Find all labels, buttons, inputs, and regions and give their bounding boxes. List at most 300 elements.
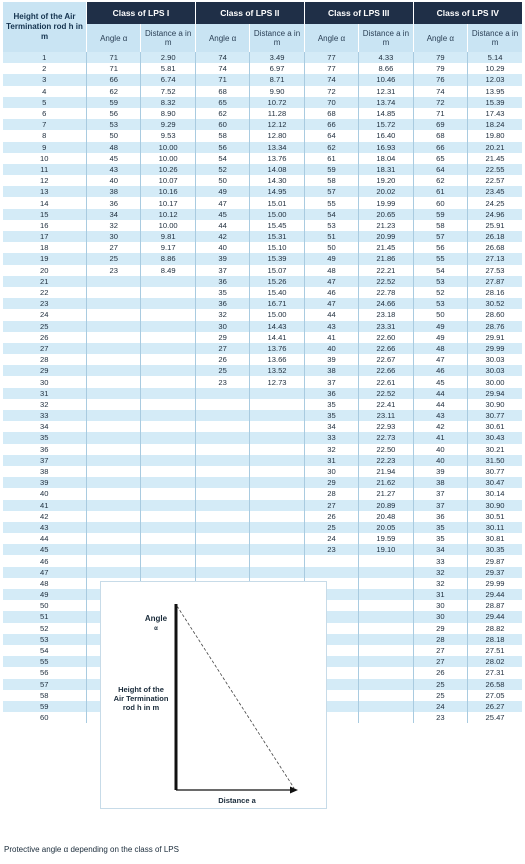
angle-cell: 30 xyxy=(413,611,467,622)
row-height-cell: 4 xyxy=(3,86,87,97)
distance-cell: 27.53 xyxy=(468,265,522,276)
angle-cell xyxy=(195,544,249,555)
distance-cell: 24.66 xyxy=(359,298,413,309)
distance-cell: 20.48 xyxy=(359,511,413,522)
angle-cell: 74 xyxy=(413,86,467,97)
table-row xyxy=(3,555,523,566)
distance-cell xyxy=(250,455,304,466)
angle-cell: 79 xyxy=(413,63,467,74)
angle-cell: 38 xyxy=(304,365,358,376)
distance-cell: 21.94 xyxy=(359,466,413,477)
angle-cell xyxy=(195,399,249,410)
distance-cell: 10.00 xyxy=(141,142,195,153)
distance-cell: 20.05 xyxy=(359,522,413,533)
angle-cell xyxy=(87,444,141,455)
distance-cell xyxy=(141,332,195,343)
distance-cell: 18.04 xyxy=(359,153,413,164)
angle-cell xyxy=(195,432,249,443)
row-height-cell: 52 xyxy=(3,623,87,634)
angle-cell xyxy=(87,287,141,298)
distance-cell: 13.52 xyxy=(250,365,304,376)
angle-cell: 64 xyxy=(304,130,358,141)
distance-cell: 15.01 xyxy=(250,197,304,208)
distance-cell xyxy=(250,511,304,522)
distance-cell xyxy=(250,522,304,533)
distance-cell: 17.43 xyxy=(468,108,522,119)
distance-subheader: Distance a in m xyxy=(359,24,413,52)
angle-cell: 25 xyxy=(195,365,249,376)
row-height-cell: 55 xyxy=(3,656,87,667)
distance-cell xyxy=(141,466,195,477)
angle-cell: 65 xyxy=(195,97,249,108)
table-row xyxy=(3,410,523,421)
distance-cell: 30.11 xyxy=(468,522,522,533)
row-height-cell: 20 xyxy=(3,265,87,276)
distance-cell: 19.80 xyxy=(468,130,522,141)
angle-cell: 41 xyxy=(304,332,358,343)
height-label-line-1: Height of the xyxy=(118,685,164,694)
row-height-cell: 2 xyxy=(3,63,87,74)
distance-cell: 29.94 xyxy=(468,388,522,399)
distance-cell xyxy=(250,567,304,578)
distance-cell xyxy=(359,623,413,634)
angle-cell xyxy=(195,388,249,399)
angle-cell: 74 xyxy=(195,63,249,74)
angle-cell: 41 xyxy=(413,432,467,443)
angle-cell xyxy=(195,533,249,544)
table-row xyxy=(3,365,523,376)
distance-cell: 27.31 xyxy=(468,667,522,678)
angle-cell: 25 xyxy=(87,253,141,264)
distance-cell xyxy=(141,522,195,533)
table-row xyxy=(3,242,523,253)
distance-cell: 15.26 xyxy=(250,276,304,287)
table-row xyxy=(3,421,523,432)
angle-cell xyxy=(195,500,249,511)
angle-cell: 43 xyxy=(87,164,141,175)
angle-cell: 50 xyxy=(195,175,249,186)
distance-cell: 12.31 xyxy=(359,86,413,97)
distance-cell xyxy=(141,432,195,443)
distance-cell: 9.17 xyxy=(141,242,195,253)
angle-cell: 58 xyxy=(304,175,358,186)
angle-cell: 35 xyxy=(413,533,467,544)
distance-cell xyxy=(359,567,413,578)
distance-cell: 21.23 xyxy=(359,220,413,231)
distance-cell: 20.02 xyxy=(359,186,413,197)
table-row xyxy=(3,444,523,455)
distance-cell xyxy=(250,399,304,410)
distance-cell xyxy=(250,432,304,443)
angle-cell: 70 xyxy=(304,97,358,108)
angle-diagram xyxy=(100,581,327,809)
distance-cell: 10.00 xyxy=(141,153,195,164)
table-row xyxy=(3,276,523,287)
angle-cell: 74 xyxy=(304,74,358,85)
angle-cell: 40 xyxy=(304,343,358,354)
angle-cell: 76 xyxy=(413,74,467,85)
distance-cell: 2.90 xyxy=(141,52,195,63)
distance-cell: 27.13 xyxy=(468,253,522,264)
angle-cell: 59 xyxy=(87,97,141,108)
angle-cell: 29 xyxy=(304,477,358,488)
angle-diagram-svg xyxy=(101,582,328,810)
distance-cell: 26.68 xyxy=(468,242,522,253)
row-height-cell: 15 xyxy=(3,209,87,220)
distance-cell: 27.51 xyxy=(468,645,522,656)
angle-cell: 61 xyxy=(413,186,467,197)
row-height-cell: 50 xyxy=(3,600,87,611)
angle-cell: 24 xyxy=(304,533,358,544)
distance-cell xyxy=(359,712,413,723)
angle-cell: 28 xyxy=(413,634,467,645)
angle-cell: 44 xyxy=(304,309,358,320)
distance-cell: 20.21 xyxy=(468,142,522,153)
angle-cell: 45 xyxy=(87,153,141,164)
table-row xyxy=(3,298,523,309)
row-height-cell: 17 xyxy=(3,231,87,242)
angle-cell: 53 xyxy=(304,220,358,231)
row-height-cell: 8 xyxy=(3,130,87,141)
class-lps-2-header: Class of LPS II xyxy=(195,2,304,24)
angle-cell: 71 xyxy=(195,74,249,85)
angle-cell: 25 xyxy=(413,679,467,690)
row-height-cell: 34 xyxy=(3,421,87,432)
angle-subheader: Angle α xyxy=(195,24,249,52)
angle-cell: 62 xyxy=(195,108,249,119)
row-height-cell: 59 xyxy=(3,701,87,712)
angle-cell: 66 xyxy=(304,119,358,130)
angle-cell xyxy=(195,511,249,522)
distance-cell xyxy=(141,343,195,354)
angle-cell: 30 xyxy=(304,466,358,477)
table-row xyxy=(3,309,523,320)
angle-cell xyxy=(87,321,141,332)
angle-cell: 54 xyxy=(195,153,249,164)
distance-cell: 16.93 xyxy=(359,142,413,153)
angle-cell: 47 xyxy=(304,276,358,287)
distance-cell xyxy=(141,287,195,298)
angle-cell: 44 xyxy=(413,388,467,399)
table-row xyxy=(3,488,523,499)
distance-cell: 30.21 xyxy=(468,444,522,455)
angle-cell: 23 xyxy=(195,376,249,387)
angle-cell: 49 xyxy=(304,253,358,264)
distance-cell: 19.20 xyxy=(359,175,413,186)
angle-cell: 69 xyxy=(413,119,467,130)
distance-cell: 10.17 xyxy=(141,197,195,208)
distance-subheader: Distance a in m xyxy=(250,24,304,52)
row-height-cell: 44 xyxy=(3,533,87,544)
angle-cell: 50 xyxy=(413,309,467,320)
distance-cell xyxy=(250,544,304,555)
distance-cell: 21.86 xyxy=(359,253,413,264)
angle-cell xyxy=(195,488,249,499)
angle-cell xyxy=(195,455,249,466)
table-row xyxy=(3,399,523,410)
angle-cell: 66 xyxy=(413,142,467,153)
distance-cell: 24.25 xyxy=(468,197,522,208)
distance-cell: 15.39 xyxy=(468,97,522,108)
distance-cell xyxy=(250,477,304,488)
distance-cell: 14.30 xyxy=(250,175,304,186)
distance-cell: 22.52 xyxy=(359,388,413,399)
row-height-cell: 45 xyxy=(3,544,87,555)
angle-cell: 47 xyxy=(304,298,358,309)
angle-cell: 65 xyxy=(413,153,467,164)
angle-cell: 52 xyxy=(195,164,249,175)
angle-cell xyxy=(87,533,141,544)
distance-cell: 21.45 xyxy=(468,153,522,164)
distance-cell xyxy=(141,399,195,410)
height-label-line-3: rod h in m xyxy=(122,703,160,712)
distance-cell: 21.27 xyxy=(359,488,413,499)
distance-cell xyxy=(359,634,413,645)
row-height-cell: 26 xyxy=(3,332,87,343)
angle-cell: 46 xyxy=(304,287,358,298)
distance-cell: 30.90 xyxy=(468,399,522,410)
row-height-cell: 21 xyxy=(3,276,87,287)
row-height-cell: 30 xyxy=(3,376,87,387)
table-row xyxy=(3,388,523,399)
distance-cell: 20.99 xyxy=(359,231,413,242)
distance-cell: 28.82 xyxy=(468,623,522,634)
angle-cell: 56 xyxy=(87,108,141,119)
row-height-cell: 36 xyxy=(3,444,87,455)
distance-cell: 21.62 xyxy=(359,477,413,488)
row-height-cell: 32 xyxy=(3,399,87,410)
angle-cell: 60 xyxy=(195,119,249,130)
angle-cell xyxy=(195,444,249,455)
angle-cell: 27 xyxy=(304,500,358,511)
distance-cell: 30.00 xyxy=(468,376,522,387)
angle-cell: 29 xyxy=(195,332,249,343)
distance-subheader: Distance a in m xyxy=(468,24,522,52)
distance-cell xyxy=(250,444,304,455)
distance-cell xyxy=(250,388,304,399)
distance-cell: 12.73 xyxy=(250,376,304,387)
distance-cell: 28.02 xyxy=(468,656,522,667)
table-row xyxy=(3,265,523,276)
angle-cell: 36 xyxy=(87,197,141,208)
angle-cell: 34 xyxy=(413,544,467,555)
row-height-cell: 14 xyxy=(3,197,87,208)
distance-cell: 28.18 xyxy=(468,634,522,645)
distance-cell xyxy=(359,589,413,600)
row-height-cell: 16 xyxy=(3,220,87,231)
angle-cell: 33 xyxy=(304,432,358,443)
distance-cell xyxy=(141,388,195,399)
table-row xyxy=(3,500,523,511)
angle-cell: 27 xyxy=(413,656,467,667)
row-height-cell: 47 xyxy=(3,567,87,578)
angle-cell: 35 xyxy=(304,399,358,410)
angle-cell: 28 xyxy=(304,488,358,499)
height-column-header: Height of the Air Termination rod h in m xyxy=(3,2,87,52)
row-height-cell: 40 xyxy=(3,488,87,499)
distance-cell: 30.61 xyxy=(468,421,522,432)
table-row xyxy=(3,287,523,298)
distance-cell xyxy=(141,555,195,566)
distance-cell: 14.85 xyxy=(359,108,413,119)
distance-cell: 22.52 xyxy=(359,276,413,287)
distance-cell: 10.07 xyxy=(141,175,195,186)
distance-cell: 22.78 xyxy=(359,287,413,298)
angle-cell: 30 xyxy=(195,321,249,332)
table-row xyxy=(3,253,523,264)
distance-cell: 22.50 xyxy=(359,444,413,455)
row-height-cell: 9 xyxy=(3,142,87,153)
distance-cell: 28.16 xyxy=(468,287,522,298)
row-height-cell: 43 xyxy=(3,522,87,533)
distance-cell: 30.77 xyxy=(468,466,522,477)
distance-cell: 6.97 xyxy=(250,63,304,74)
distance-cell xyxy=(250,410,304,421)
table-row xyxy=(3,164,523,175)
distance-cell: 10.72 xyxy=(250,97,304,108)
angle-cell: 62 xyxy=(87,86,141,97)
angle-cell: 77 xyxy=(304,63,358,74)
distance-cell: 29.91 xyxy=(468,332,522,343)
angle-cell xyxy=(87,354,141,365)
distance-cell xyxy=(141,421,195,432)
distance-cell: 22.73 xyxy=(359,432,413,443)
angle-cell: 74 xyxy=(195,52,249,63)
table-row xyxy=(3,376,523,387)
angle-subheader: Angle α xyxy=(413,24,467,52)
table-row xyxy=(3,220,523,231)
distance-subheader: Distance a in m xyxy=(141,24,195,52)
angle-cell: 35 xyxy=(195,287,249,298)
distance-cell: 22.66 xyxy=(359,365,413,376)
class-lps-1-header: Class of LPS I xyxy=(87,2,196,24)
distance-cell: 22.21 xyxy=(359,265,413,276)
row-height-cell: 11 xyxy=(3,164,87,175)
distance-cell: 30.03 xyxy=(468,365,522,376)
angle-subheader: Angle α xyxy=(87,24,141,52)
row-height-cell: 7 xyxy=(3,119,87,130)
angle-cell: 37 xyxy=(304,376,358,387)
distance-cell xyxy=(250,555,304,566)
angle-cell: 23 xyxy=(87,265,141,276)
angle-cell: 48 xyxy=(304,265,358,276)
distance-cell: 22.57 xyxy=(468,175,522,186)
angle-cell xyxy=(195,410,249,421)
class-lps-4-header: Class of LPS IV xyxy=(413,2,522,24)
distance-label: Distance a xyxy=(218,796,256,805)
angle-cell xyxy=(195,567,249,578)
distance-cell: 27.87 xyxy=(468,276,522,287)
angle-cell: 25 xyxy=(413,690,467,701)
distance-cell: 12.80 xyxy=(250,130,304,141)
table-row xyxy=(3,477,523,488)
distance-cell: 22.55 xyxy=(468,164,522,175)
angle-cell: 42 xyxy=(413,421,467,432)
angle-cell: 27 xyxy=(87,242,141,253)
distance-cell: 16.40 xyxy=(359,130,413,141)
distance-cell: 15.10 xyxy=(250,242,304,253)
angle-cell xyxy=(195,555,249,566)
distance-cell: 28.87 xyxy=(468,600,522,611)
angle-cell xyxy=(87,567,141,578)
distance-cell: 13.66 xyxy=(250,354,304,365)
angle-cell: 66 xyxy=(87,74,141,85)
table-row xyxy=(3,86,523,97)
angle-cell: 36 xyxy=(195,276,249,287)
distance-cell: 23.11 xyxy=(359,410,413,421)
distance-cell: 4.33 xyxy=(359,52,413,63)
distance-cell: 8.49 xyxy=(141,265,195,276)
distance-cell: 20.89 xyxy=(359,500,413,511)
angle-cell: 61 xyxy=(304,153,358,164)
row-height-cell: 12 xyxy=(3,175,87,186)
angle-cell: 37 xyxy=(413,500,467,511)
angle-cell xyxy=(87,376,141,387)
row-height-cell: 38 xyxy=(3,466,87,477)
distance-cell xyxy=(250,488,304,499)
distance-cell: 19.99 xyxy=(359,197,413,208)
angle-cell xyxy=(195,421,249,432)
distance-cell: 10.29 xyxy=(468,63,522,74)
angle-cell: 34 xyxy=(304,421,358,432)
row-height-cell: 41 xyxy=(3,500,87,511)
angle-cell: 38 xyxy=(87,186,141,197)
table-row xyxy=(3,455,523,466)
table-row xyxy=(3,432,523,443)
distance-cell: 9.81 xyxy=(141,231,195,242)
row-height-cell: 22 xyxy=(3,287,87,298)
table-row xyxy=(3,533,523,544)
distance-cell xyxy=(141,455,195,466)
table-row xyxy=(3,52,523,63)
angle-cell: 60 xyxy=(413,197,467,208)
distance-cell: 9.53 xyxy=(141,130,195,141)
angle-cell: 44 xyxy=(195,220,249,231)
distance-cell: 29.37 xyxy=(468,567,522,578)
distance-cell: 23.31 xyxy=(359,321,413,332)
angle-cell xyxy=(195,522,249,533)
distance-cell: 26.58 xyxy=(468,679,522,690)
distance-cell: 14.08 xyxy=(250,164,304,175)
distance-cell: 23.45 xyxy=(468,186,522,197)
distance-cell: 6.74 xyxy=(141,74,195,85)
distance-cell: 30.90 xyxy=(468,500,522,511)
angle-cell: 47 xyxy=(195,197,249,208)
row-height-cell: 10 xyxy=(3,153,87,164)
row-height-cell: 57 xyxy=(3,679,87,690)
angle-cell xyxy=(195,466,249,477)
angle-cell: 32 xyxy=(87,220,141,231)
angle-cell: 26 xyxy=(195,354,249,365)
distance-cell: 10.00 xyxy=(141,220,195,231)
distance-cell: 30.81 xyxy=(468,533,522,544)
table-row xyxy=(3,466,523,477)
angle-symbol: α xyxy=(154,626,158,632)
angle-cell xyxy=(87,555,141,566)
distance-cell: 24.96 xyxy=(468,209,522,220)
angle-cell: 36 xyxy=(304,388,358,399)
angle-cell: 35 xyxy=(413,522,467,533)
distance-cell: 29.99 xyxy=(468,578,522,589)
distance-cell: 29.87 xyxy=(468,555,522,566)
distance-cell xyxy=(141,533,195,544)
angle-cell: 30 xyxy=(413,600,467,611)
angle-cell: 49 xyxy=(413,321,467,332)
angle-cell: 40 xyxy=(87,175,141,186)
angle-cell xyxy=(304,567,358,578)
table-caption: Protective angle α depending on the class of LPS xyxy=(4,845,179,854)
row-height-cell: 35 xyxy=(3,432,87,443)
